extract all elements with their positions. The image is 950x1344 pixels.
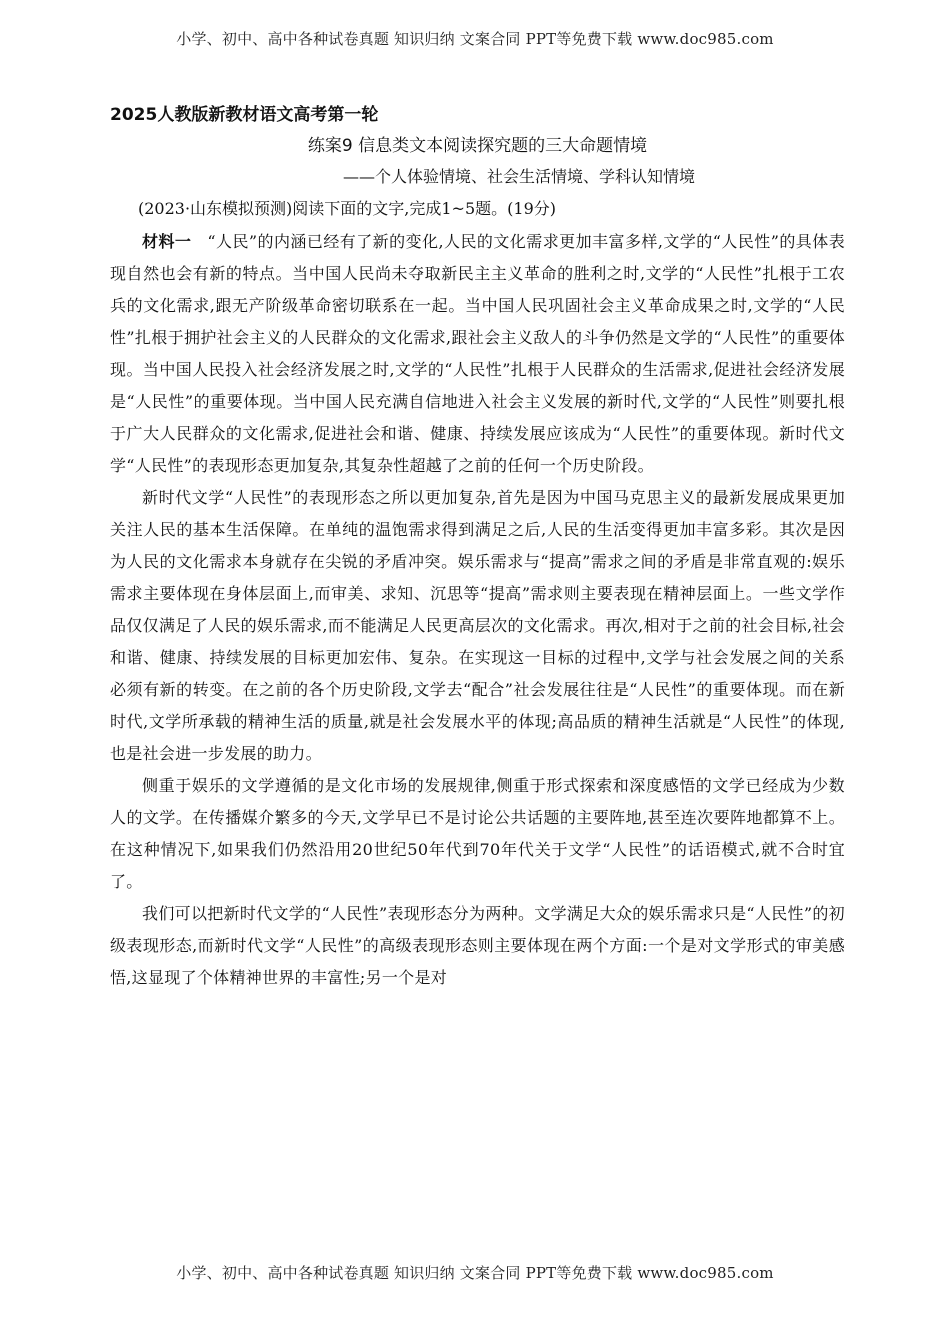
body-paragraph: 我们可以把新时代文学的“人民性”表现形态分为两种。文学满足大众的娱乐需求只是“人民性”的初级表现形态,而新时代文学“人民性”的高级表现形态则主要体现在两个方面:一个是对文学形式的审美感悟,这显现了个体精神世界的丰富性;另一个是对: [110, 904, 845, 987]
paragraph-text: “人民”的内涵已经有了新的变化,人民的文化需求更加丰富多样,文学的“人民性”的具体表现自然也会有新的特点。当中国人民尚未夺取新民主主义革命的胜利之时,文学的“人民性”扎根于工农兵的文化需求,跟无产阶级革命密切联系在一起。当中国人民巩固社会主义革命成果之时,文学的“人民性”扎根于拥护社会主义的人民群众的文化需求,跟社会主义敌人的斗争仍然是文学的“人民性”的重要体现。当中国人民投入社会经济发展之时,文学的“人民性”扎根于人民群众的生活需求,促进社会经济发展是“人民性”的重要体现。当中国人民充满自信地进入社会主义发展的新时代,文学的“人民性”则要扎根于广大人民群众的文化需求,促进社会和谐、健康、持续发展应该成为“人民性”的重要体现。新时代文学“人民性”的表现形态更加复杂,其复杂性超越了之前的任何一个历史阶段。: [110, 232, 845, 475]
material-label: 材料一: [142, 232, 192, 251]
document-title: 2025人教版新教材语文高考第一轮: [110, 105, 379, 125]
exercise-title: 练案9 信息类文本阅读探究题的三大命题情境: [307, 136, 648, 156]
exercise-subtitle: ——个人体验情境、社会生活情境、学科认知情境: [342, 167, 695, 186]
page-footer-banner: 小学、初中、高中各种试卷真题 知识归纳 文案合同 PPT等免费下载 www.doc985.com: [176, 1264, 774, 1282]
page-header-banner: 小学、初中、高中各种试卷真题 知识归纳 文案合同 PPT等免费下载 www.doc985.com: [176, 30, 774, 48]
material-paragraph: [110, 226, 845, 482]
document-page: [110, 100, 845, 994]
body-paragraph: 侧重于娱乐的文学遵循的是文化市场的发展规律,侧重于形式探索和深度感悟的文学已经成为少数人的文学。在传播媒介繁多的今天,文学早已不是讨论公共话题的主要阵地,甚至连次要阵地都算不上。在这种情况下,如果我们仍然沿用20世纪50年代到70年代关于文学“人民性”的话语模式,就不合时宜了。: [110, 776, 845, 891]
body-paragraph: 新时代文学“人民性”的表现形态之所以更加复杂,首先是因为中国马克思主义的最新发展成果更加关注人民的基本生活保障。在单纯的温饱需求得到满足之后,人民的生活变得更加丰富多彩。其次是因为人民的文化需求本身就存在尖锐的矛盾冲突。娱乐需求与“提高”需求之间的矛盾是非常直观的:娱乐需求主要体现在身体层面上,而审美、求知、沉思等“提高”需求则主要表现在精神层面上。一些文学作品仅仅满足了人民的娱乐需求,而不能满足人民更高层次的文化需求。再次,相对于之前的社会目标,社会和谐、健康、持续发展的目标更加宏伟、复杂。在实现这一目标的过程中,文学与社会发展之间的关系必须有新的转变。在之前的各个历史阶段,文学去“配合”社会发展往往是“人民性”的重要体现。而在新时代,文学所承载的精神生活的质量,就是社会发展水平的体现;高品质的精神生活就是“人民性”的体现,也是社会进一步发展的助力。: [110, 488, 845, 763]
question-instruction: (2023·山东模拟预测)阅读下面的文字,完成1~5题。(19分): [138, 199, 556, 218]
